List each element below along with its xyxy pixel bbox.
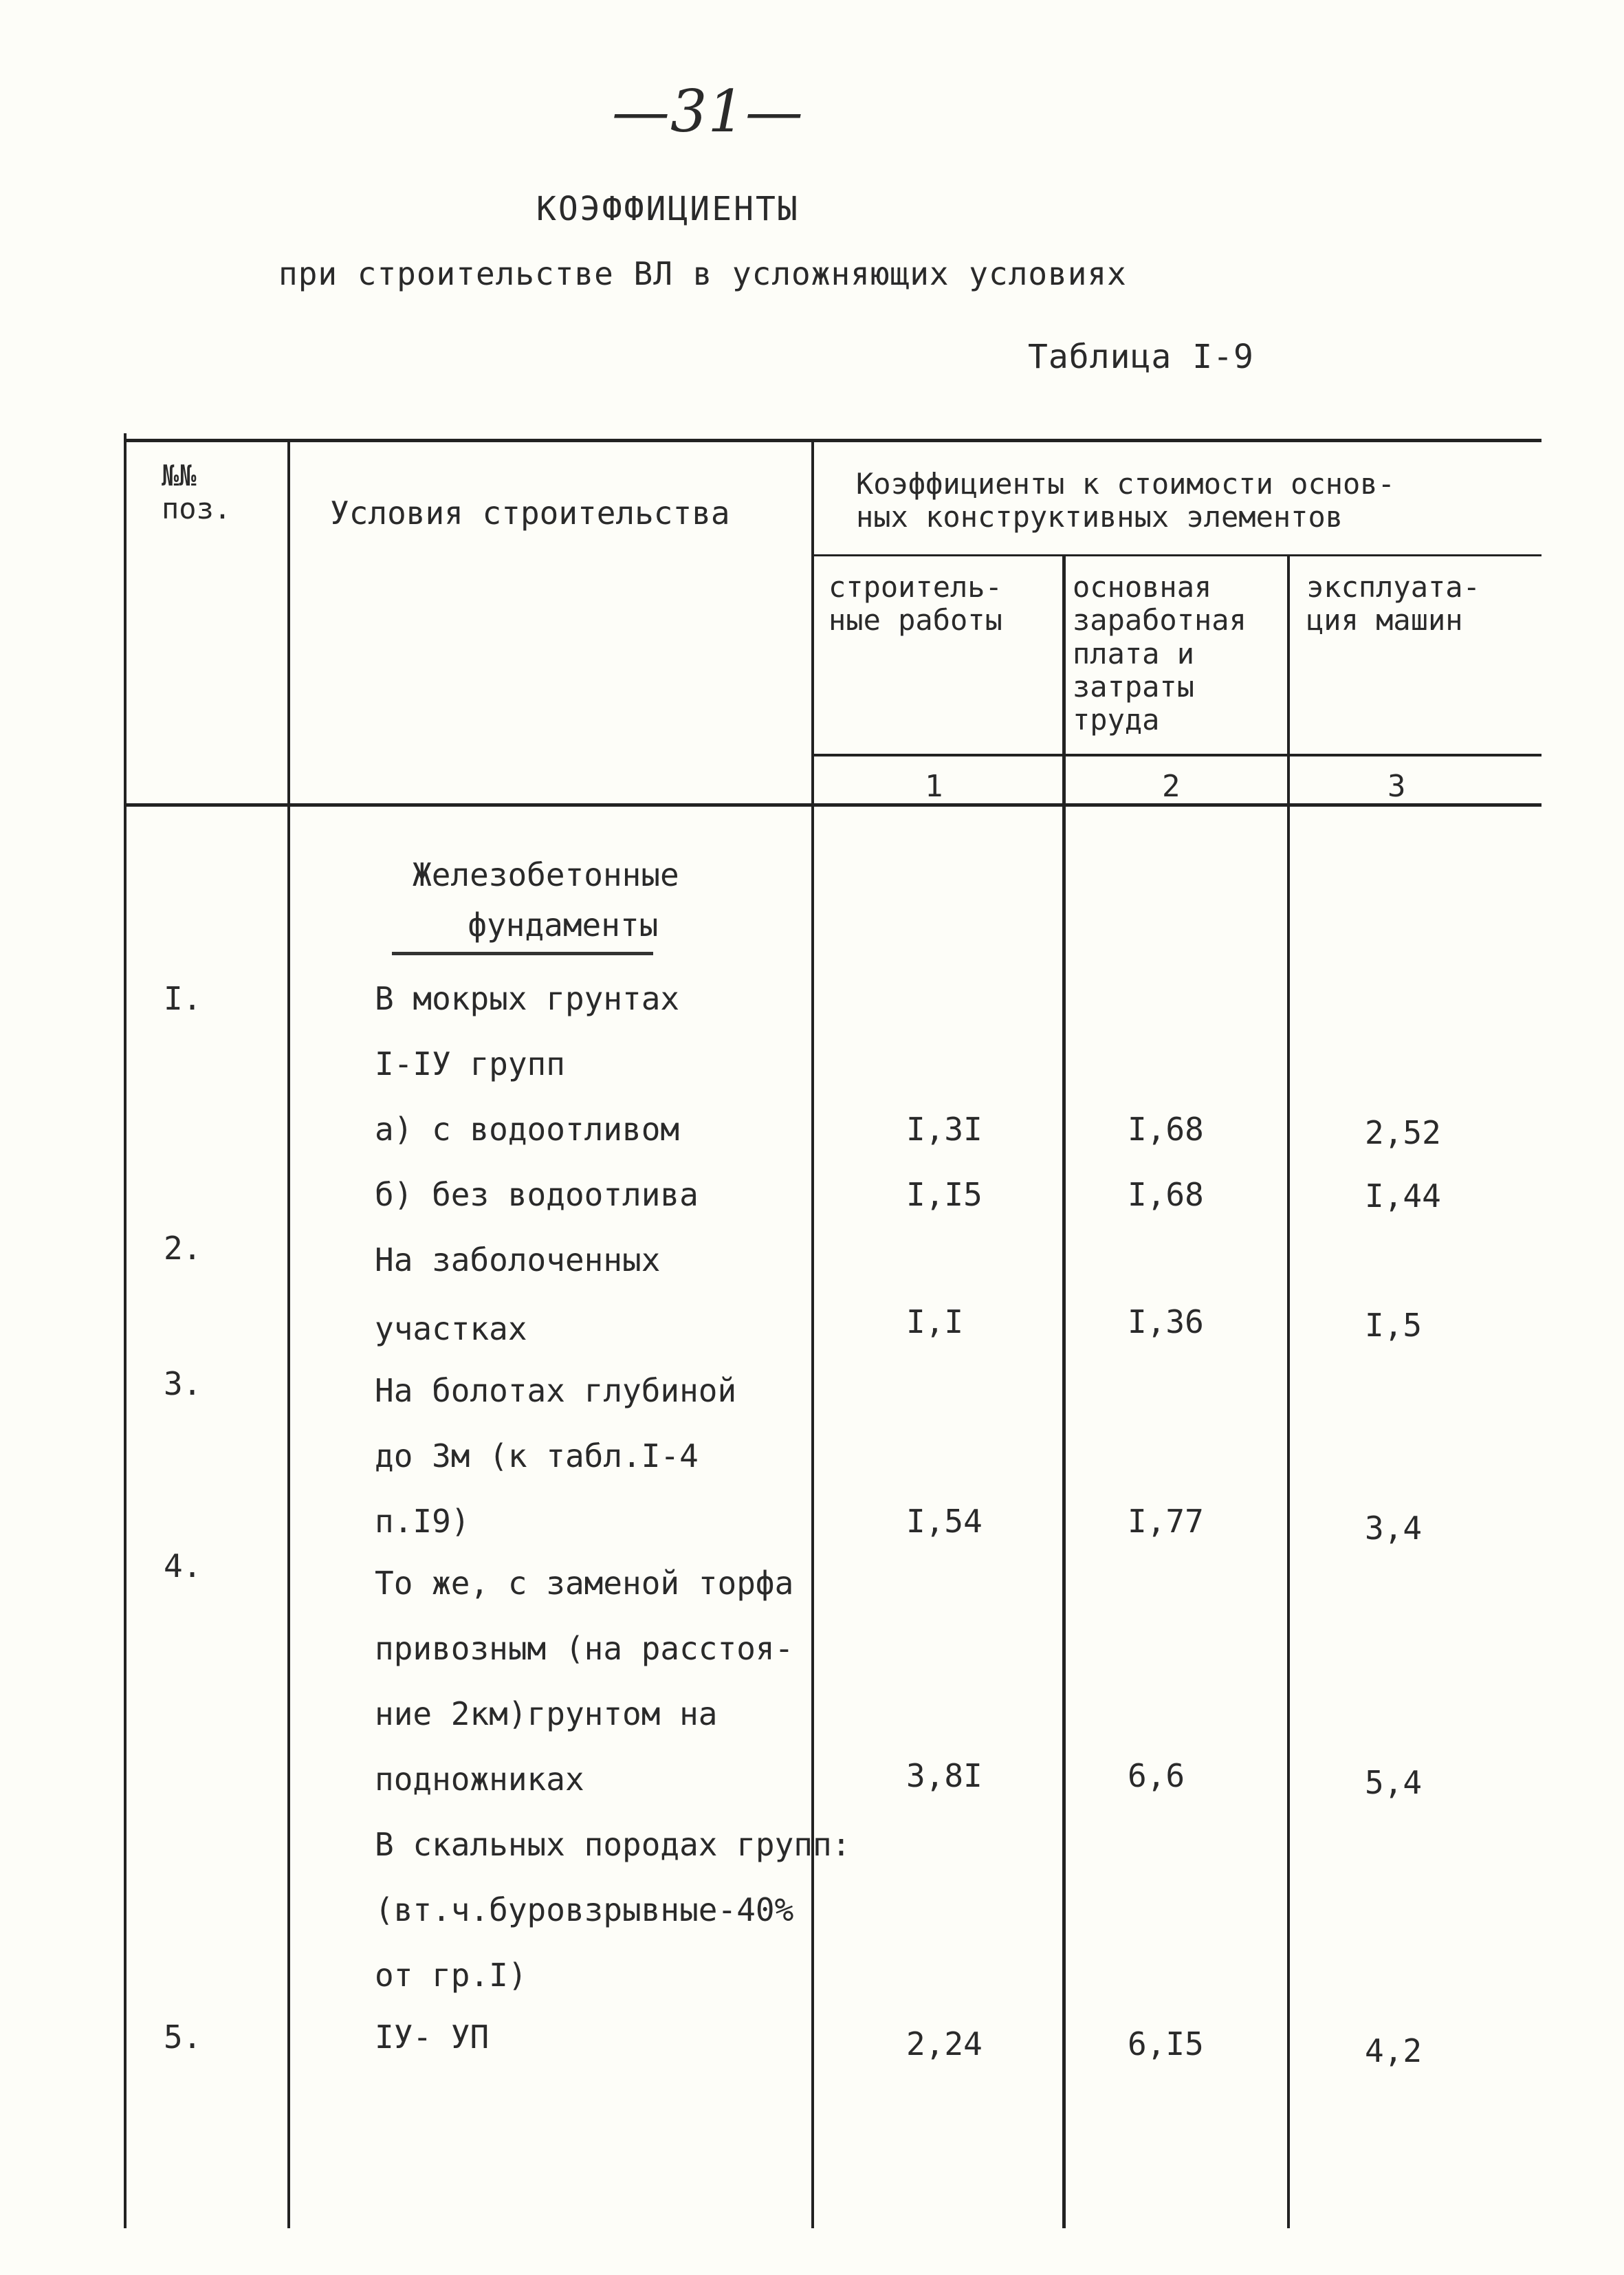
row-value-col1: I,I5: [906, 1176, 983, 1213]
header-col3-line: эксплуата-: [1306, 570, 1480, 604]
col-divider-conditions: [811, 440, 814, 2228]
row-value-col3: 5,4: [1365, 1764, 1423, 1801]
row-condition-line: В мокрых грунтах: [375, 980, 680, 1017]
table-top-rule: [125, 439, 1541, 442]
table-label: Таблица I-9: [1028, 338, 1254, 376]
section-title: [413, 856, 679, 944]
row-value-col2: I,68: [1128, 1176, 1204, 1213]
header-col1: [829, 571, 1002, 638]
row-condition-line: IУ- УП: [375, 2018, 490, 2056]
row-condition-line: п.I9): [375, 1503, 470, 1540]
row-condition-line: а) с водоотливом: [375, 1111, 680, 1148]
header-col2-line: труда: [1073, 703, 1160, 737]
header-col2-line: плата и: [1073, 636, 1195, 671]
row-value-col3: 2,52: [1365, 1114, 1441, 1151]
section-underline: [392, 952, 653, 955]
header-coef-line: ных конструктивных элементов: [856, 500, 1343, 534]
row-pos: I.: [164, 980, 202, 1017]
column-number-2: 2: [1162, 769, 1181, 804]
row-value-col1: I,3I: [906, 1111, 983, 1148]
header-col1-line: ные работы: [829, 603, 1002, 638]
row-condition-line: I-IУ групп: [375, 1045, 565, 1082]
row-value-col2: 6,I5: [1128, 2025, 1204, 2062]
row-value-col2: I,77: [1128, 1503, 1204, 1540]
row-pos: 3.: [164, 1365, 202, 1402]
header-conditions: Условия строительства: [330, 494, 730, 532]
header-col3-line: ция машин: [1306, 603, 1463, 638]
row-condition-line: В скальных породах групп:: [375, 1826, 851, 1863]
row-condition-line: от гр.I): [375, 1957, 527, 1994]
document-subtitle: при строительстве ВЛ в усложняющих условиях: [278, 255, 1127, 292]
row-condition-line: (вт.ч.буровзрывные-40%: [375, 1891, 794, 1928]
left-border: [124, 433, 127, 2228]
row-value-col3: I,5: [1365, 1307, 1423, 1344]
subheader-rule: [811, 554, 1541, 556]
section-title-line: Железобетонные: [413, 856, 679, 893]
row-value-col3: 4,2: [1365, 2032, 1423, 2069]
row-value-col1: 2,24: [906, 2025, 983, 2062]
header-col2-line: заработная: [1073, 603, 1247, 638]
page-number: —31—: [612, 78, 804, 145]
header-col2-line: основная: [1073, 570, 1212, 604]
header-bottom-rule: [811, 754, 1541, 756]
col-divider-pos: [287, 440, 290, 2228]
row-value-col2: 6,6: [1128, 1757, 1185, 1794]
row-condition-line: То же, с заменой торфа: [375, 1565, 794, 1602]
row-condition-line: б) без водоотлива: [375, 1176, 699, 1213]
row-value-col3: I,44: [1365, 1177, 1441, 1215]
header-coef-group: [856, 468, 1395, 534]
header-pos-line: №№: [162, 459, 197, 492]
header-col3: [1306, 571, 1480, 638]
row-condition-line: до 3м (к табл.I-4: [375, 1437, 699, 1474]
row-condition-line: привозным (на расстоя-: [375, 1630, 794, 1667]
document-title: КОЭФФИЦИЕНТЫ: [536, 190, 800, 228]
row-value-col3: 3,4: [1365, 1510, 1423, 1547]
row-pos: 4.: [164, 1547, 202, 1585]
column-number-3: 3: [1387, 769, 1406, 804]
colnum-bottom-rule: [125, 803, 1541, 807]
header-col2-line: затраты: [1073, 669, 1195, 704]
header-pos: [162, 459, 231, 526]
row-condition-line: участках: [375, 1310, 527, 1347]
row-condition-line: ние 2км)грунтом на: [375, 1695, 718, 1732]
row-value-col1: I,54: [906, 1503, 983, 1540]
row-pos: 5.: [164, 2018, 202, 2056]
row-condition-line: подножниках: [375, 1761, 584, 1798]
row-value-col1: 3,8I: [906, 1757, 983, 1794]
row-value-col2: I,36: [1128, 1303, 1204, 1340]
header-coef-line: Коэффициенты к стоимости основ-: [856, 467, 1395, 501]
header-pos-line: поз.: [162, 492, 232, 526]
row-condition-line: На заболоченных: [375, 1241, 661, 1278]
row-condition-line: На болотах глубиной: [375, 1372, 737, 1409]
header-col1-line: строитель-: [829, 570, 1002, 604]
col-divider-1: [1062, 554, 1066, 2228]
column-number-1: 1: [925, 769, 943, 804]
row-value-col2: I,68: [1128, 1111, 1204, 1148]
section-title-line: фундаменты: [468, 906, 659, 944]
col-divider-2: [1287, 554, 1290, 2228]
row-value-col1: I,I: [906, 1303, 964, 1340]
row-pos: 2.: [164, 1230, 202, 1267]
header-col2: [1073, 571, 1247, 737]
